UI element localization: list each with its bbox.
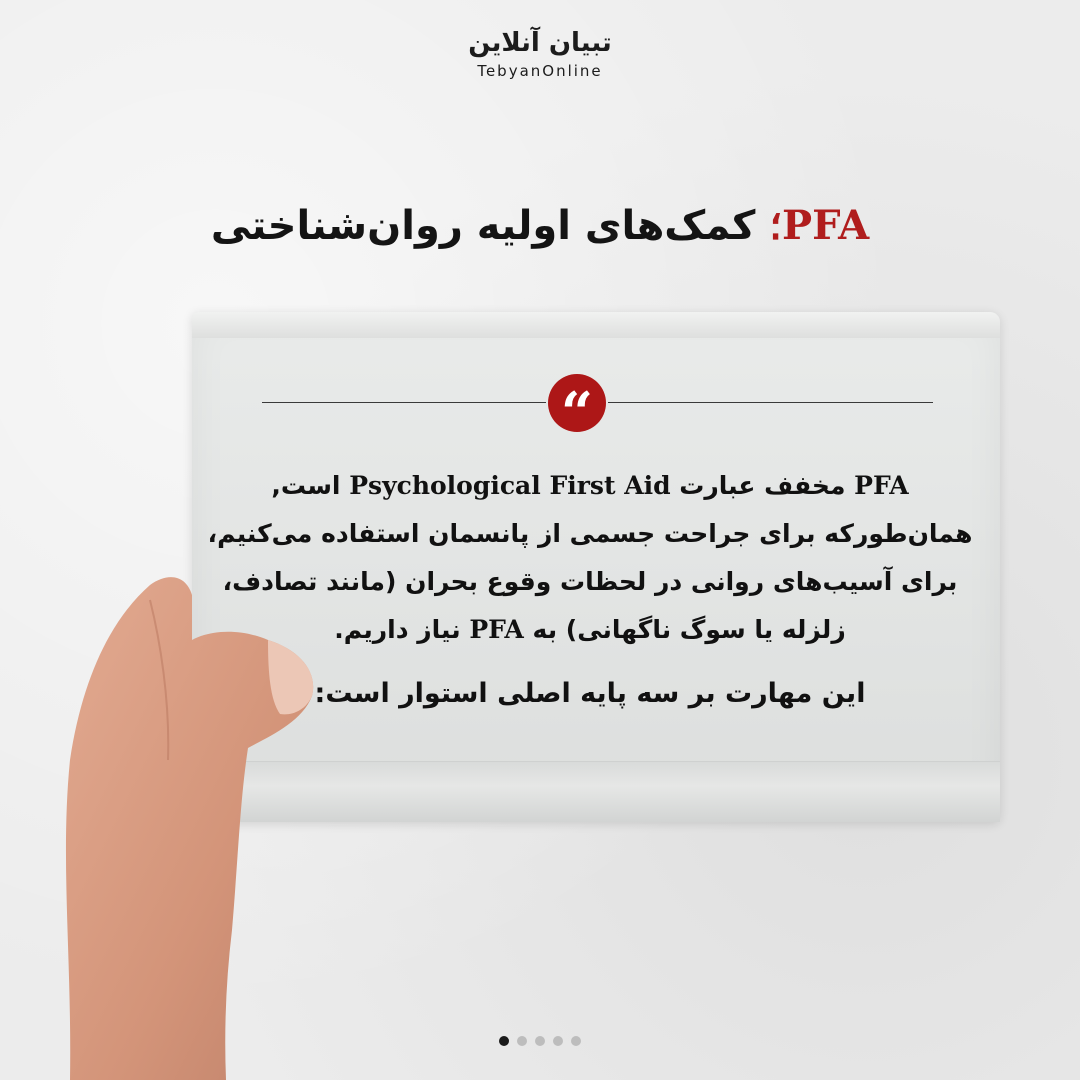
logo-latin: TebyanOnline bbox=[477, 62, 603, 80]
quote-line-4-start: زلزله یا سوگ ناگهانی) به bbox=[523, 615, 846, 644]
term-psychological-first-aid: Psychological First Aid bbox=[349, 471, 671, 500]
quote-line-1-end: است, bbox=[271, 471, 350, 500]
page-dot-2[interactable] bbox=[517, 1036, 527, 1046]
acronym-pfa-2: PFA bbox=[469, 615, 524, 644]
page-dot-3[interactable] bbox=[535, 1036, 545, 1046]
title-text: کمک‌های اولیه روان‌شناختی bbox=[210, 203, 770, 249]
quote-closing: این مهارت بر سه پایه اصلی استوار است: bbox=[314, 678, 866, 709]
page-dot-4[interactable] bbox=[553, 1036, 563, 1046]
quote-line-3: برای آسیب‌های روانی در لحظات وقوع بحران (مانند تصادف، bbox=[222, 567, 958, 596]
page-dot-5[interactable] bbox=[571, 1036, 581, 1046]
acronym-pfa: PFA bbox=[854, 471, 909, 500]
pagination bbox=[0, 1036, 1080, 1046]
page-dot-1[interactable] bbox=[499, 1036, 509, 1046]
quote-line-2: همان‌طورکه برای جراحت جسمی از پانسمان استفاده می‌کنیم، bbox=[207, 519, 973, 548]
quote-icon: “ bbox=[548, 374, 606, 432]
quote-line-4-end: نیاز داریم. bbox=[334, 615, 470, 644]
logo-persian: تبیان آنلاین bbox=[468, 28, 612, 58]
quote-line-1-mid: مخفف عبارت bbox=[670, 471, 855, 500]
title-separator: ؛ bbox=[769, 202, 782, 249]
title-acronym: PFA bbox=[782, 202, 870, 249]
